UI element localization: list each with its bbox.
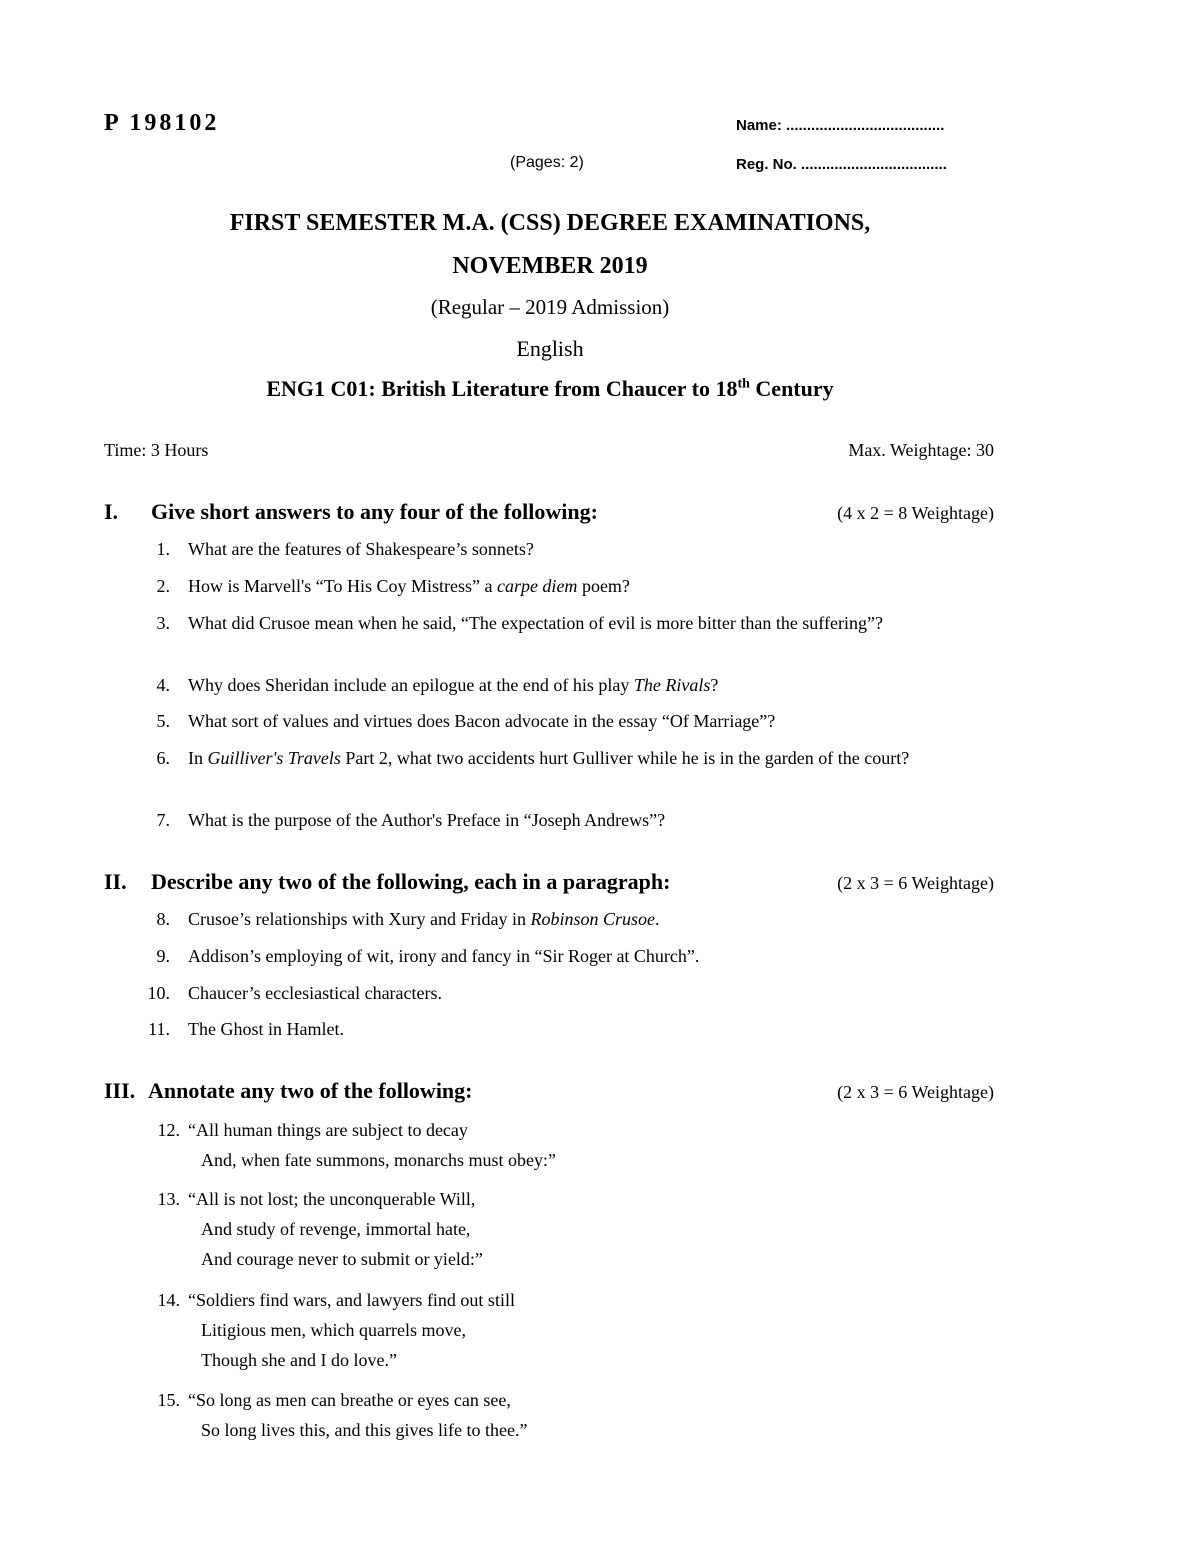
quote-line: And courage never to submit or yield:”: [201, 1249, 483, 1269]
quote-line: “So long as men can breathe or eyes can see,: [188, 1390, 511, 1410]
question-number: 4.: [156, 675, 170, 695]
section-numeral: II.: [104, 869, 127, 894]
quote-line: And study of revenge, immortal hate,: [201, 1219, 471, 1239]
reg-no-field-label: Reg. No. ...................................: [736, 156, 947, 173]
time-allowed: Time: 3 Hours: [104, 440, 209, 460]
question-text: How is Marvell's “To His Coy Mistress” a carpe diem poem?: [188, 576, 630, 596]
question-text: What are the features of Shakespeare’s sonnets?: [188, 539, 534, 559]
question-number: 10.: [147, 983, 170, 1003]
exam-title: FIRST SEMESTER M.A. (CSS) DEGREE EXAMINATIONS,: [229, 210, 871, 236]
section-weightage: (4 x 2 = 8 Weightage): [837, 503, 994, 523]
quote-line: So long lives this, and this gives life to thee.”: [201, 1420, 528, 1440]
question-text: Addison’s employing of wit, irony and fancy in “Sir Roger at Church”.: [188, 946, 700, 966]
name-field-label: Name: ......................................: [736, 117, 945, 134]
question-text: What is the purpose of the Author's Preface in “Joseph Andrews”?: [188, 810, 666, 830]
quote-line: Litigious men, which quarrels move,: [201, 1320, 466, 1340]
max-weightage: Max. Weightage: 30: [848, 440, 994, 460]
pages-count: (Pages: 2): [510, 154, 584, 171]
question-number: 12.: [157, 1120, 180, 1140]
question-number: 5.: [156, 711, 170, 731]
course-title: ENG1 C01: British Literature from Chaucer to 18th Century: [266, 376, 834, 401]
section-weightage: (2 x 3 = 6 Weightage): [837, 873, 994, 893]
question-number: 15.: [157, 1390, 180, 1410]
quote-line: “Soldiers find wars, and lawyers find out still: [188, 1290, 515, 1310]
quote-line: “All human things are subject to decay: [188, 1120, 468, 1140]
question-number: 1.: [156, 539, 170, 559]
question-text: In Guilliver's Travels Part 2, what two accidents hurt Gulliver while he is in the garden of the court?: [188, 748, 910, 768]
question-text: What sort of values and virtues does Bacon advocate in the essay “Of Marriage”?: [188, 711, 776, 731]
section-heading: Give short answers to any four of the following:: [151, 499, 598, 524]
question-number: 11.: [148, 1019, 170, 1039]
question-text: Why does Sheridan include an epilogue at the end of his play The Rivals?: [188, 675, 719, 695]
question-number: 3.: [156, 613, 170, 633]
section-numeral: III.: [104, 1078, 136, 1103]
question-number: 9.: [156, 946, 170, 966]
question-text: Crusoe’s relationships with Xury and Friday in Robinson Crusoe.: [188, 909, 660, 929]
question-number: 2.: [156, 576, 170, 596]
subject: English: [516, 336, 584, 361]
section-heading: Describe any two of the following, each in a paragraph:: [151, 869, 671, 894]
question-text: What did Crusoe mean when he said, “The expectation of evil is more bitter than the suffering”?: [188, 613, 883, 633]
question-number: 7.: [156, 810, 170, 830]
question-number: 6.: [156, 748, 170, 768]
quote-line: Though she and I do love.”: [201, 1350, 397, 1370]
question-text: Chaucer’s ecclesiastical characters.: [188, 983, 443, 1003]
section-numeral: I.: [104, 499, 119, 524]
question-number: 13.: [157, 1189, 180, 1209]
question-text: The Ghost in Hamlet.: [188, 1019, 344, 1039]
exam-session: NOVEMBER 2019: [452, 253, 648, 279]
quote-line: “All is not lost; the unconquerable Will,: [188, 1189, 476, 1209]
paper-code: P 198102: [104, 110, 220, 136]
section-weightage: (2 x 3 = 6 Weightage): [837, 1082, 994, 1102]
section-heading: Annotate any two of the following:: [148, 1078, 473, 1103]
admission-note: (Regular – 2019 Admission): [430, 295, 670, 319]
quote-line: And, when fate summons, monarchs must obey:”: [201, 1150, 556, 1170]
question-number: 14.: [157, 1290, 180, 1310]
question-number: 8.: [156, 909, 170, 929]
